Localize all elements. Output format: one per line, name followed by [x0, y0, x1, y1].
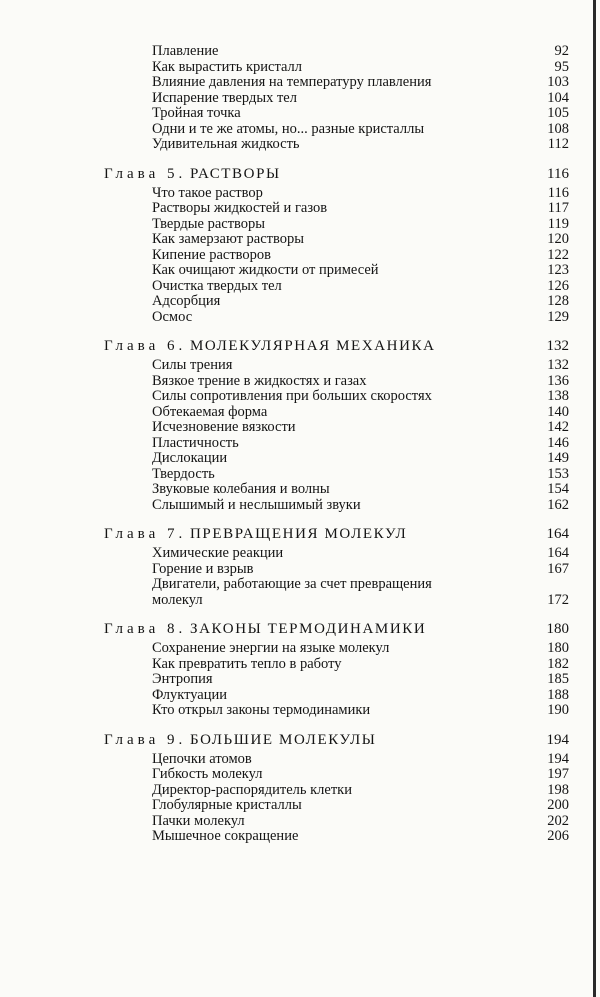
toc-entry-page: 116: [547, 184, 569, 201]
toc-entry-page: 164: [547, 545, 569, 561]
toc-entry-title: Цепочки атомов: [152, 750, 252, 767]
toc-entry: [0, 482, 600, 498]
toc-entry: [0, 688, 600, 704]
toc-entry-page: 117: [547, 200, 569, 216]
toc-entry-title: Удивительная жидкость: [152, 136, 300, 152]
toc-entry: [0, 232, 600, 248]
toc-entry-title: Пластичность: [152, 434, 239, 451]
toc-entry-title: Что такое раствор: [152, 184, 263, 201]
toc-entry-page: 194: [547, 750, 569, 767]
chapter-page: 194: [546, 731, 569, 748]
toc-entry-page: 153: [547, 465, 569, 482]
toc-entry: [0, 641, 600, 657]
toc-entry-title: Энтропия: [152, 671, 213, 687]
toc-entry: [0, 593, 600, 609]
chapter-label: Глава 9.: [104, 731, 187, 748]
toc-entry-title: Как очищают жидкости от примесей: [152, 262, 379, 278]
chapter-heading: [0, 525, 600, 544]
chapter-label: Глава 6.: [104, 338, 187, 354]
toc-entry-title: Испарение твердых тел: [152, 89, 297, 106]
toc-entry-page: 202: [547, 812, 569, 829]
toc-entry-title: Как замерзают растворы: [152, 231, 305, 247]
toc-entry-title: Одни и те же атомы, но... разные кристаллы: [152, 120, 425, 137]
toc-entry-title: Силы сопротивления при больших скоростях: [152, 388, 432, 404]
toc-entry-title: Химические реакции: [152, 545, 284, 561]
toc-entry-page: 146: [547, 434, 569, 451]
toc-entry-title: Растворы жидкостей и газов: [152, 200, 328, 216]
toc-entry: [0, 467, 600, 483]
toc-entry: [0, 829, 600, 845]
toc-entry-page: 119: [547, 215, 569, 232]
toc-entry: [0, 374, 600, 390]
toc-entry: [0, 657, 600, 673]
toc-entry: [0, 248, 600, 264]
toc-entry: [0, 577, 600, 593]
toc-entry-title: Исчезновение вязкости: [152, 419, 296, 435]
toc-entry-page: 200: [547, 797, 569, 813]
toc-entry-page: 206: [547, 828, 569, 844]
chapter-title: [104, 620, 426, 639]
toc-entry-page: 126: [547, 277, 569, 294]
toc-entry-page: 132: [547, 357, 569, 373]
toc-entry-title: Сохранение энергии на языке молекул: [152, 640, 390, 656]
toc-entry-page: 142: [547, 419, 569, 435]
toc-entry-title: Кто открыл законы термодинамики: [152, 702, 371, 718]
toc-entry-title: Вязкое трение в жидкостях и газах: [152, 372, 367, 389]
toc-entry-title: молекул: [152, 591, 203, 608]
toc-entry-title: Плавление: [152, 43, 219, 59]
chapter-name: ПРЕВРАЩЕНИЯ МОЛЕКУЛ: [189, 526, 408, 542]
toc-entry: [0, 451, 600, 467]
toc-entry: [0, 783, 600, 799]
toc-entry-title: Горение и взрыв: [152, 560, 254, 577]
toc-entry-page: 167: [547, 560, 569, 577]
toc-entry: [0, 562, 600, 578]
toc-entry: [0, 358, 600, 374]
toc-entry-page: 112: [547, 136, 569, 152]
toc-entry-page: 105: [547, 105, 569, 121]
toc-entry: [0, 310, 600, 326]
toc-entry-title: Твердые растворы: [152, 215, 266, 232]
chapter-heading: [0, 337, 600, 356]
chapter-page: 132: [546, 338, 569, 354]
chapter-label: Глава 7.: [104, 526, 187, 542]
toc-entry-title: Гибкость молекул: [152, 766, 263, 782]
chapter-heading: [0, 731, 600, 750]
toc-entry-title: Слышимый и неслышимый звуки: [152, 496, 361, 513]
toc-entry-page: 138: [547, 388, 569, 404]
toc-entry-page: 128: [547, 293, 569, 309]
chapter-name: ЗАКОНЫ ТЕРМОДИНАМИКИ: [189, 621, 427, 637]
toc-entry-page: 190: [547, 702, 569, 718]
toc-entry-page: 182: [547, 655, 569, 672]
chapter-label: Глава 8.: [104, 621, 187, 637]
toc-entry: [0, 217, 600, 233]
toc-entry-title: Тройная точка: [152, 105, 241, 121]
toc-entry: [0, 75, 600, 91]
chapter-page: 164: [546, 526, 569, 542]
toc-entry-title: Глобулярные кристаллы: [152, 797, 302, 813]
toc-entry-title: Адсорбция: [152, 293, 221, 309]
toc-entry-title: Осмос: [152, 308, 193, 325]
toc-entry-page: 197: [547, 766, 569, 782]
chapter-title: [104, 525, 407, 544]
toc-entry: [0, 389, 600, 405]
toc-entry: [0, 405, 600, 421]
toc-entry-title: Кипение растворов: [152, 246, 272, 263]
toc-entry-page: 185: [547, 671, 569, 687]
toc-entry: [0, 91, 600, 107]
toc-entry-title: Пачки молекул: [152, 812, 245, 829]
toc-entry-page: 120: [547, 231, 569, 247]
toc-entry-title: Директор-распорядитель клетки: [152, 781, 352, 798]
toc-entry-title: Флуктуации: [152, 686, 227, 703]
toc-entry: [0, 122, 600, 138]
chapter-page: 116: [547, 165, 569, 182]
toc-entry: [0, 106, 600, 122]
toc-entry-title: Обтекаемая форма: [152, 403, 268, 420]
toc-entry-page: 95: [554, 58, 569, 75]
chapter-name: БОЛЬШИЕ МОЛЕКУЛЫ: [189, 731, 377, 748]
toc-entry: [0, 294, 600, 310]
toc-entry: [0, 279, 600, 295]
toc-entry: [0, 546, 600, 562]
chapter-label: Глава 5.: [104, 165, 187, 182]
toc-entry-page: 188: [547, 686, 569, 703]
toc-entry-title: Влияние давления на температуру плавления: [152, 74, 432, 90]
toc-entry: [0, 186, 600, 202]
toc-entry-title: Дислокации: [152, 450, 228, 466]
toc-entry-page: 136: [547, 372, 569, 389]
chapter-title: [104, 337, 436, 356]
toc-entry-page: 104: [547, 89, 569, 106]
toc-entry: [0, 752, 600, 768]
toc-entry: [0, 798, 600, 814]
toc-entry-title: Звуковые колебания и волны: [152, 481, 330, 497]
toc-entry: [0, 44, 600, 60]
toc-entry: [0, 703, 600, 719]
chapter-heading: [0, 165, 600, 184]
toc-entry: [0, 767, 600, 783]
toc-entry: [0, 814, 600, 830]
toc-entry: [0, 201, 600, 217]
chapter-title: [104, 731, 377, 750]
toc-entry-page: 149: [547, 450, 569, 466]
toc-entry-page: 198: [547, 781, 569, 798]
toc-entry-title: Твердость: [152, 465, 215, 482]
toc-entry-title: Очистка твердых тел: [152, 277, 282, 294]
toc-entry-title: Двигатели, работающие за счет превращения: [152, 576, 432, 592]
toc-entry-title: Силы трения: [152, 357, 233, 373]
toc-entry-page: 108: [547, 120, 569, 137]
toc-entry-page: 92: [554, 43, 569, 59]
chapter-title: [104, 165, 281, 184]
toc-entry-page: 140: [547, 403, 569, 420]
toc-entry-page: 103: [547, 74, 569, 90]
toc-entry: [0, 672, 600, 688]
toc-entry-page: 122: [547, 246, 569, 263]
table-of-contents: [0, 44, 600, 845]
toc-entry-title: Как вырастить кристалл: [152, 58, 303, 75]
chapter-heading: [0, 620, 600, 639]
toc-entry: [0, 137, 600, 153]
toc-entry-title: Как превратить тепло в работу: [152, 655, 342, 672]
toc-entry: [0, 60, 600, 76]
toc-entry-page: 162: [547, 496, 569, 513]
toc-entry-title: Мышечное сокращение: [152, 828, 299, 844]
chapter-page: 180: [546, 621, 569, 637]
toc-entry-page: 129: [547, 308, 569, 325]
toc-entry-page: 154: [547, 481, 569, 497]
toc-entry: [0, 420, 600, 436]
toc-entry: [0, 263, 600, 279]
toc-entry-page: 172: [547, 591, 569, 608]
toc-entry: [0, 436, 600, 452]
chapter-name: МОЛЕКУЛЯРНАЯ МЕХАНИКА: [189, 338, 436, 354]
toc-entry: [0, 498, 600, 514]
toc-entry-page: 180: [547, 640, 569, 656]
chapter-name: РАСТВОРЫ: [189, 165, 281, 182]
toc-entry-page: 123: [547, 262, 569, 278]
